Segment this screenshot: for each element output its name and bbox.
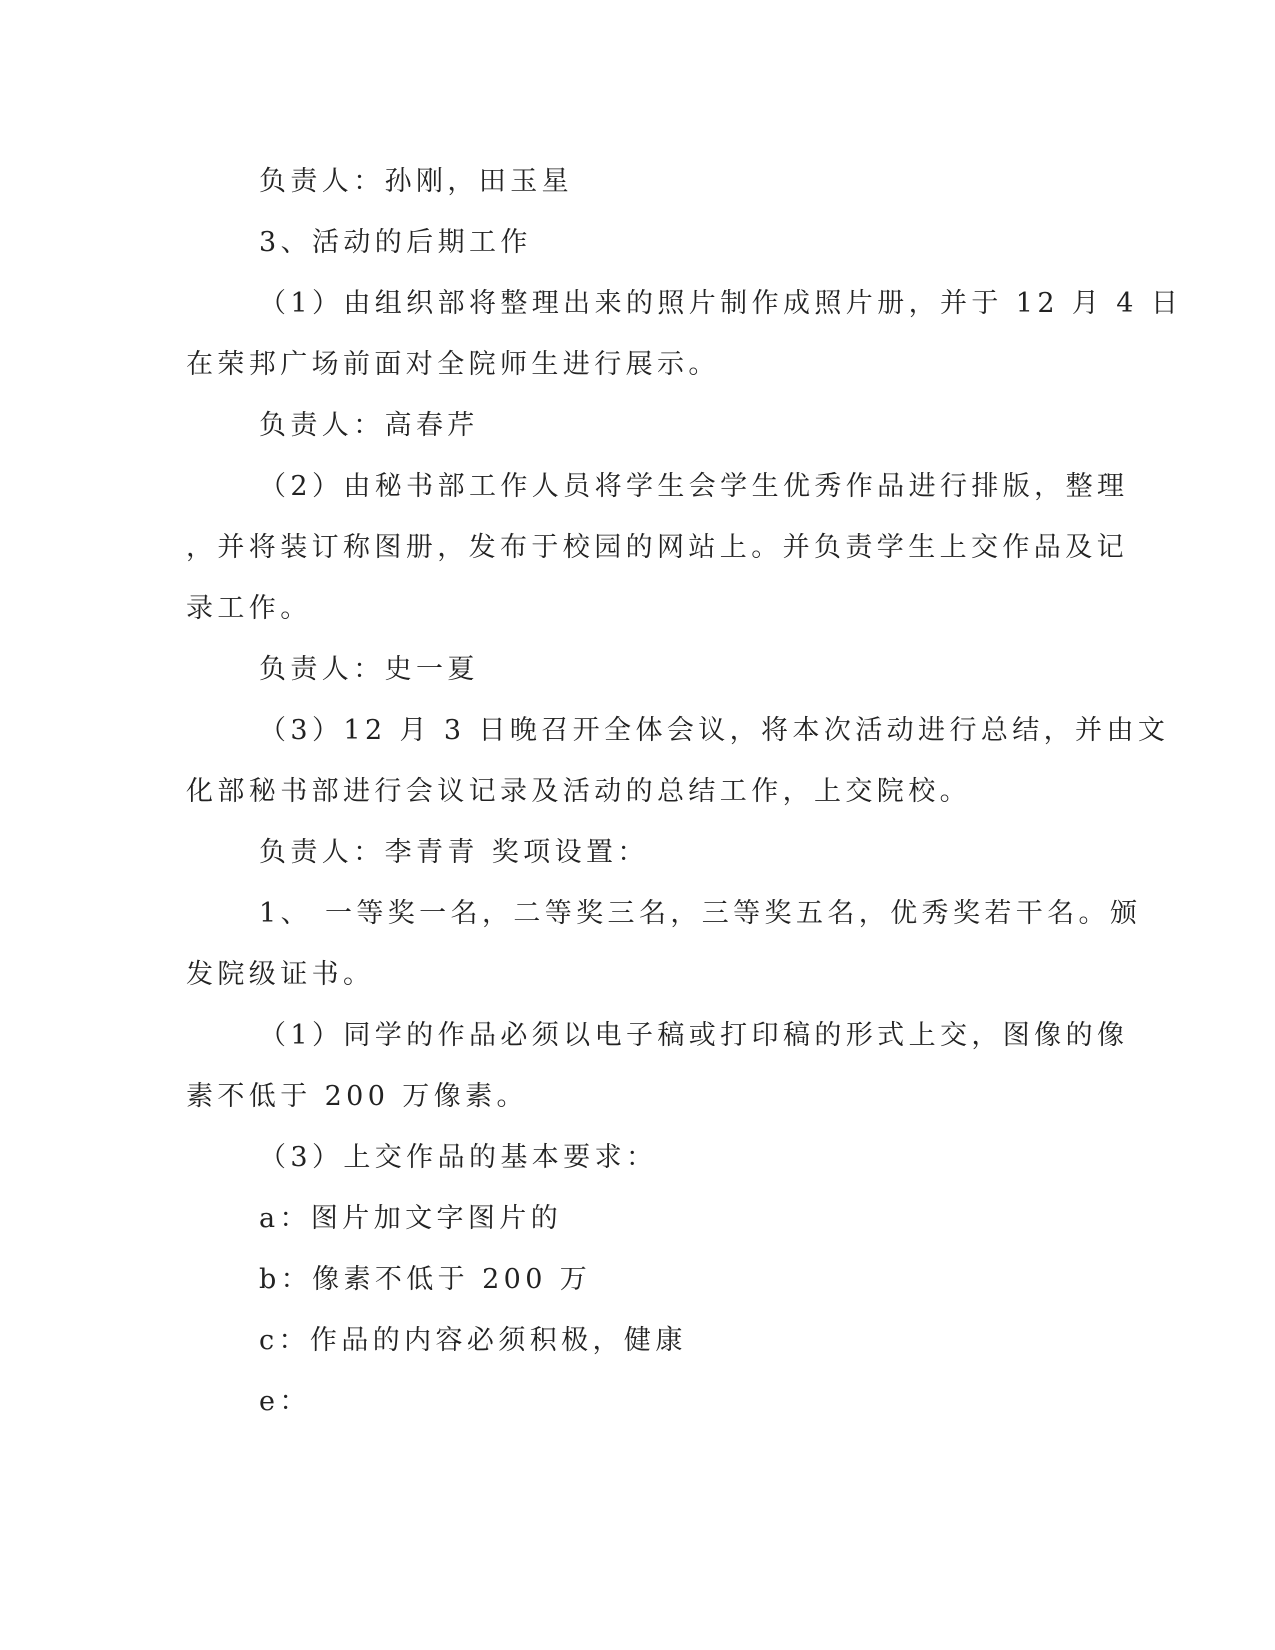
- list-item: a：图片加文字图片的: [259, 1203, 563, 1234]
- text-line: 化部秘书部进行会议记录及活动的总结工作，上交院校。: [186, 776, 971, 807]
- text-line: （1）同学的作品必须以电子稿或打印稿的形式上交，图像的像: [259, 1020, 1129, 1051]
- document-body: [186, 163, 1183, 1444]
- text-line: 发院级证书。: [186, 959, 375, 990]
- text-line: 负责人：孙刚，田玉星: [259, 166, 573, 197]
- text-line: ，并将装订称图册，发布于校园的网站上。并负责学生上交作品及记: [186, 532, 1128, 563]
- text-line: 1、 一等奖一名，二等奖三名，三等奖五名，优秀奖若干名。颁: [259, 898, 1142, 929]
- text-line: 素不低于 200 万像素。: [186, 1081, 528, 1112]
- text-line: 负责人：李青青 奖项设置：: [259, 837, 649, 868]
- text-line: （3）上交作品的基本要求：: [259, 1142, 658, 1173]
- list-item: b：像素不低于 200 万: [259, 1264, 592, 1295]
- text-line: 负责人：史一夏: [259, 654, 479, 685]
- text-line: 负责人：高春芹: [259, 410, 479, 441]
- text-line: 在荣邦广场前面对全院师生进行展示。: [186, 349, 720, 380]
- text-line: 录工作。: [186, 593, 312, 624]
- list-item: c：作品的内容必须积极，健康: [259, 1325, 687, 1356]
- text-line: （3）12 月 3 日晚召开全体会议，将本次活动进行总结，并由文: [259, 715, 1170, 746]
- text-line: （2）由秘书部工作人员将学生会学生优秀作品进行排版，整理: [259, 471, 1129, 502]
- list-item: e：: [259, 1386, 311, 1417]
- text-line: （1）由组织部将整理出来的照片制作成照片册，并于 12 月 4 日: [259, 288, 1183, 319]
- section-heading: 3、活动的后期工作: [259, 227, 532, 258]
